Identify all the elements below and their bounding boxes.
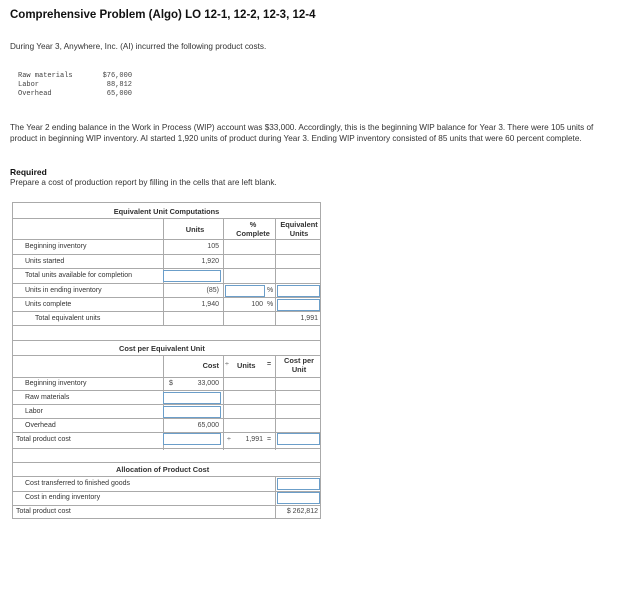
complete-equivalent-input[interactable] — [277, 299, 320, 311]
labor-label: Labor — [25, 408, 43, 415]
equivalent-unit-section-title: Equivalent Unit Computations — [113, 207, 220, 216]
units-ending-value: (85) — [206, 287, 219, 294]
labor-cost-input[interactable] — [163, 406, 221, 418]
table-row — [18, 90, 132, 99]
cost-transferred-label: Cost transferred to finished goods — [25, 480, 131, 487]
page-title: Comprehensive Problem (Algo) LO 12-1, 12-2, 12-3, 12-4 — [10, 9, 316, 21]
divide-symbol: ÷ — [225, 361, 229, 368]
cost-value: 65,000 — [106, 90, 133, 98]
problem-paragraph: The Year 2 ending balance in the Work in Process (WIP) account was $33,000. Accordingly, this is the beginning WIP balance for Year 3. There were 105 units of product in beginning WIP inventory. AI started 1,920 units of product during Year 3. Ending WIP inventory consisted of 85 units that were 60 percent complete. — [10, 123, 594, 143]
cost-transferred-input[interactable] — [277, 478, 320, 490]
required-heading: Required — [10, 167, 47, 177]
beginning-inventory-label: Beginning inventory — [25, 380, 87, 387]
units-header: Units — [185, 225, 205, 234]
dollar-sign: $ — [169, 380, 173, 387]
beginning-inventory-label: Beginning inventory — [25, 243, 87, 250]
total-product-cost-label: Total product cost — [16, 436, 71, 443]
complete-pct-value: 100 — [251, 301, 263, 308]
units-started-label: Units started — [25, 258, 65, 265]
equals-symbol: = — [267, 436, 272, 443]
divide-symbol: ÷ — [227, 436, 231, 443]
cost-ending-inventory-label: Cost in ending inventory — [25, 494, 101, 501]
cost-per-unit-input[interactable] — [277, 433, 320, 445]
total-units-value: 1,991 — [245, 436, 263, 443]
cost-label: Overhead — [18, 90, 52, 98]
cost-of-production-report — [12, 202, 321, 519]
equals-symbol: = — [267, 361, 272, 368]
total-equivalent-value: 1,991 — [300, 315, 318, 322]
cost-label: Raw materials — [18, 72, 73, 80]
units-complete-value: 1,940 — [201, 301, 219, 308]
ending-equivalent-input[interactable] — [277, 285, 320, 297]
cost-value: 88,812 — [106, 81, 133, 89]
units-ending-label: Units in ending inventory — [25, 287, 102, 294]
units-available-label: Total units available for completion — [25, 272, 133, 279]
percent-symbol: % — [267, 287, 274, 294]
cost-per-unit-header: Cost per Unit — [284, 356, 314, 374]
equivalent-units-header: Equivalent Units — [280, 220, 318, 238]
overhead-cost: 65,000 — [197, 422, 219, 429]
intro-text: During Year 3, Anywhere, Inc. (AI) incurred the following product costs. — [10, 42, 267, 51]
cost-value: $76,000 — [102, 72, 133, 80]
required-text: Prepare a cost of production report by filling in the cells that are left blank. — [10, 178, 277, 187]
total-equivalent-label: Total equivalent units — [35, 315, 101, 322]
table-row — [18, 81, 132, 90]
ending-pct-input[interactable] — [225, 285, 265, 297]
percent-symbol: % — [267, 301, 274, 308]
allocation-section-title: Allocation of Product Cost — [116, 465, 210, 474]
table-row — [18, 72, 132, 81]
total-product-cost-value: $ 262,812 — [286, 508, 318, 515]
units-complete-label: Units complete — [25, 301, 72, 308]
cost-ending-inventory-input[interactable] — [277, 492, 320, 504]
cost-per-unit-section-title: Cost per Equivalent Unit — [119, 344, 205, 353]
pct-complete-header: % Complete — [236, 220, 270, 238]
beginning-inventory-cost: 33,000 — [197, 380, 219, 387]
cost-label: Labor — [18, 81, 40, 89]
raw-materials-label: Raw materials — [25, 394, 70, 401]
units-started-value: 1,920 — [201, 258, 219, 265]
raw-materials-cost-input[interactable] — [163, 392, 221, 404]
units-header: Units — [237, 361, 256, 370]
product-costs-table — [18, 72, 132, 99]
cost-header: Cost — [202, 361, 219, 370]
total-product-cost-label: Total product cost — [16, 508, 71, 515]
units-available-input[interactable] — [163, 270, 221, 282]
overhead-label: Overhead — [25, 422, 56, 429]
beginning-units: 105 — [207, 243, 219, 250]
total-cost-input[interactable] — [163, 433, 221, 445]
